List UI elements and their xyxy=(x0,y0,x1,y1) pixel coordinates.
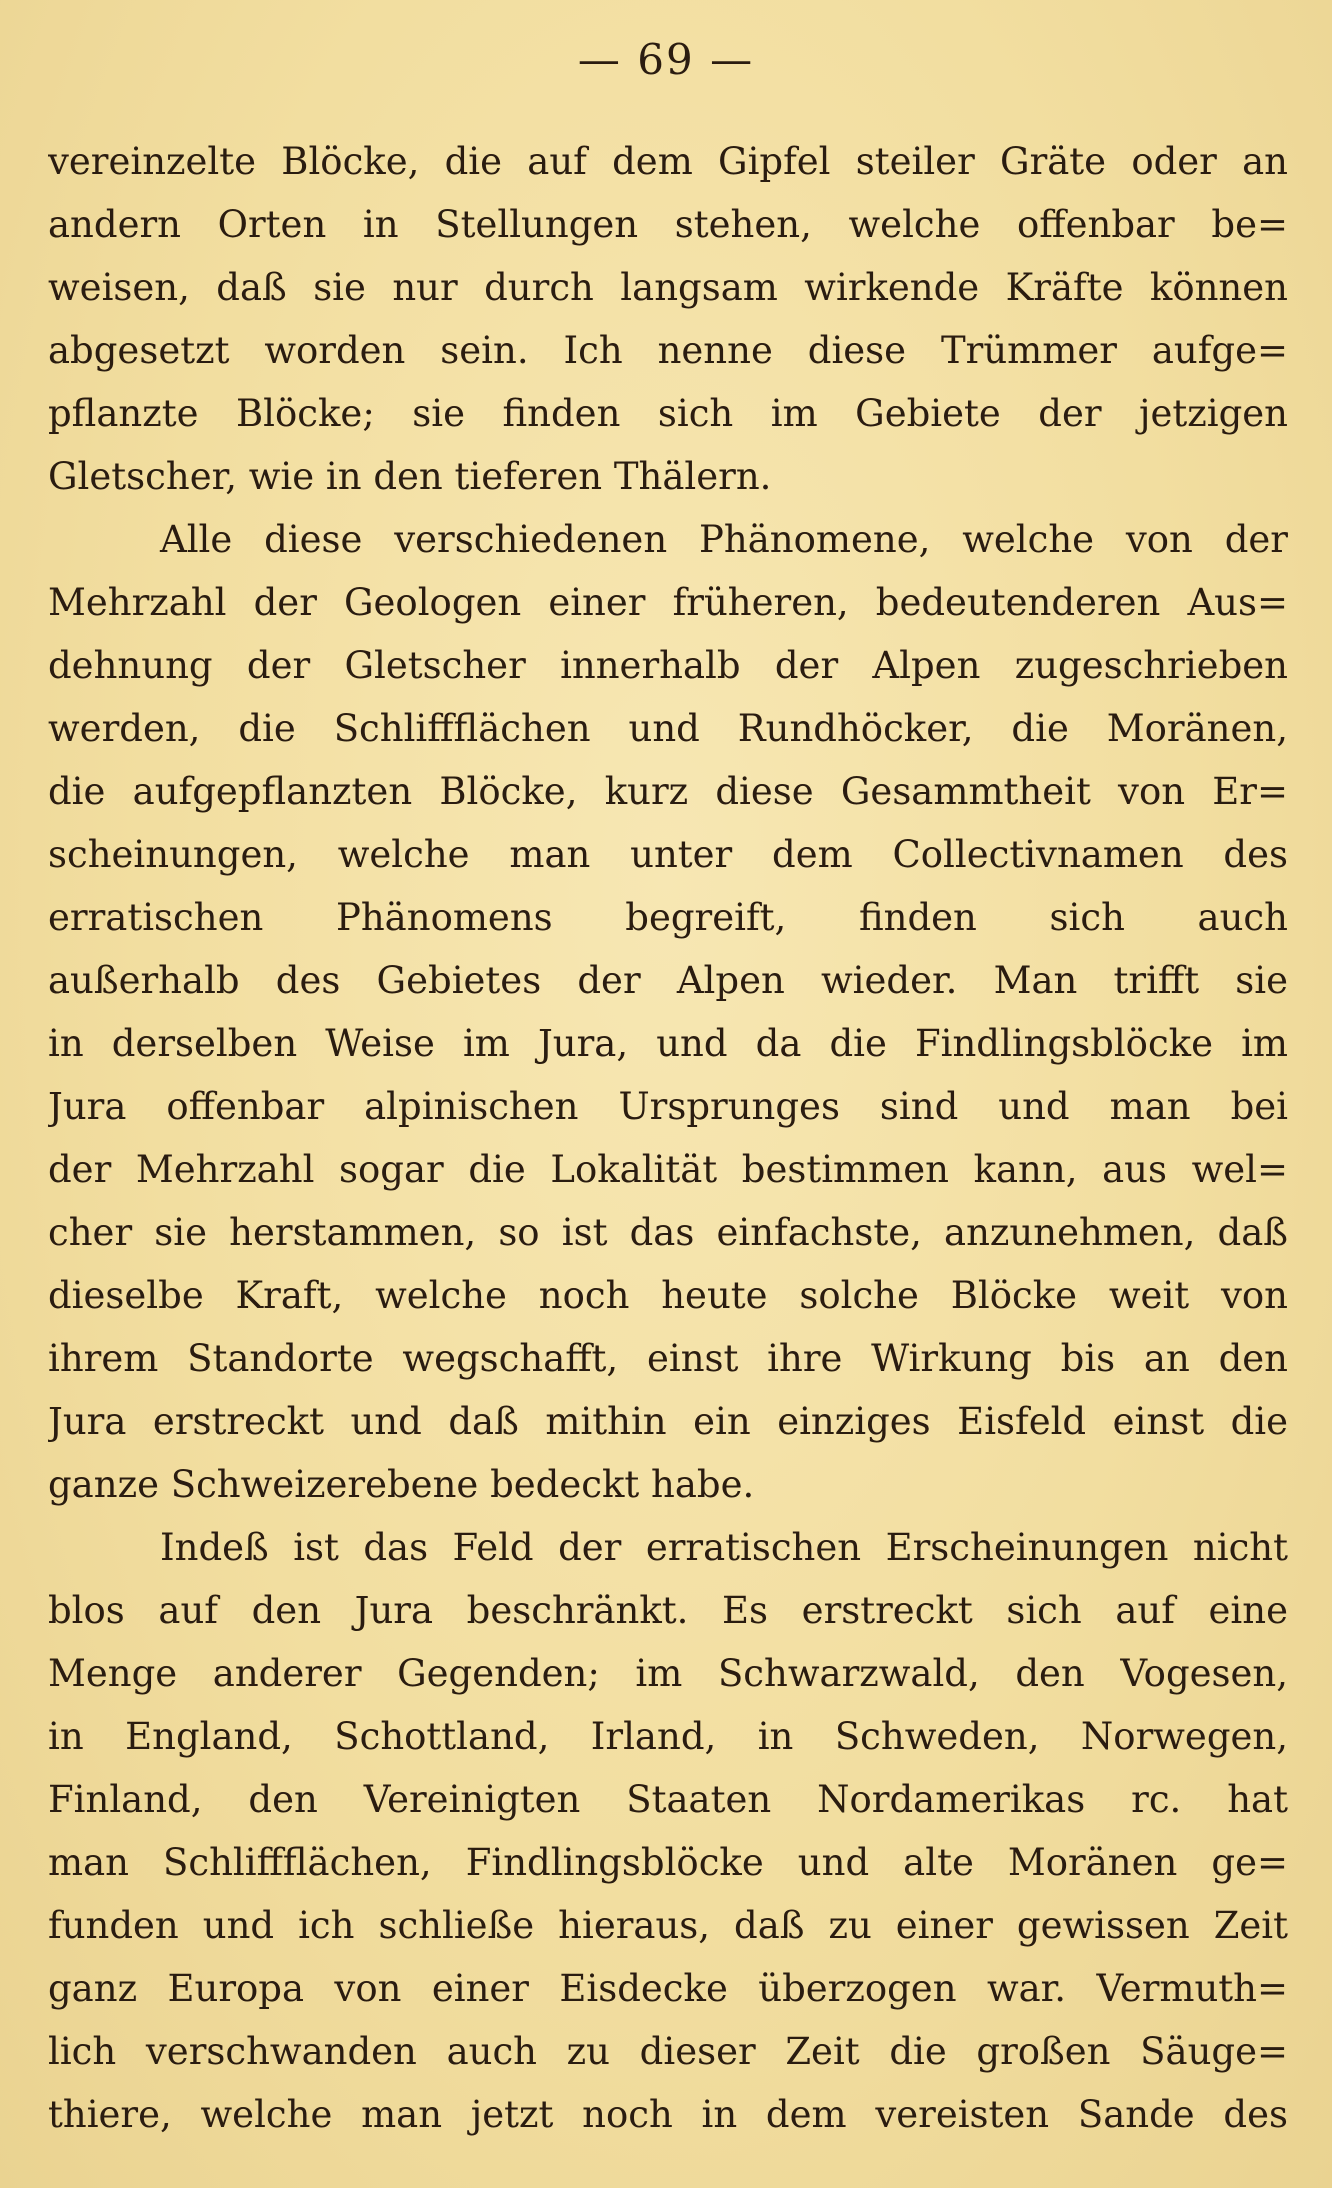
text-line: funden und ich schließe hieraus, daß zu einer gewissen Zeit xyxy=(48,1904,1288,1947)
text-line: pflanzte Blöcke; sie finden sich im Gebiete der jetzigen xyxy=(48,392,1288,435)
text-line: blos auf den Jura beschränkt. Es erstreckt sich auf eine xyxy=(48,1589,1288,1632)
text-line: Alle diese verschiedenen Phänomene, welche von der xyxy=(160,518,1288,561)
text-line: in derselben Weise im Jura, und da die Findlingsblöcke im xyxy=(48,1022,1288,1065)
text-line: thiere, welche man jetzt noch in dem vereisten Sande des xyxy=(48,2093,1288,2136)
text-line: die aufgepflanzten Blöcke, kurz diese Gesammtheit von Er= xyxy=(48,770,1288,813)
text-line: dehnung der Gletscher innerhalb der Alpen zugeschrieben xyxy=(48,644,1288,687)
text-line: Menge anderer Gegenden; im Schwarzwald, den Vogesen, xyxy=(48,1652,1288,1695)
text-line: lich verschwanden auch zu dieser Zeit die großen Säuge= xyxy=(48,2030,1288,2073)
text-line: Jura offenbar alpinischen Ursprunges sind und man bei xyxy=(48,1085,1288,1128)
text-line: Mehrzahl der Geologen einer früheren, bedeutenderen Aus= xyxy=(48,581,1288,624)
text-line: werden, die Schliffflächen und Rundhöcker, die Moränen, xyxy=(48,707,1288,750)
text-line: Gletscher, wie in den tieferen Thälern. xyxy=(48,455,772,498)
body-text xyxy=(48,130,1288,2146)
page-number: — 69 — xyxy=(577,35,755,84)
text-line: weisen, daß sie nur durch langsam wirkende Kräfte können xyxy=(48,266,1288,309)
text-line: ganz Europa von einer Eisdecke überzogen war. Vermuth= xyxy=(48,1967,1288,2010)
text-line: erratischen Phänomens begreift, finden sich auch xyxy=(48,896,1288,939)
text-line: andern Orten in Stellungen stehen, welche offenbar be= xyxy=(48,203,1288,246)
text-line: dieselbe Kraft, welche noch heute solche Blöcke weit von xyxy=(48,1274,1288,1317)
text-line: in England, Schottland, Irland, in Schweden, Norwegen, xyxy=(48,1715,1288,1758)
text-line: man Schliffflächen, Findlingsblöcke und alte Moränen ge= xyxy=(48,1841,1288,1884)
text-line: der Mehrzahl sogar die Lokalität bestimmen kann, aus wel= xyxy=(48,1148,1288,1191)
text-line: Indeß ist das Feld der erratischen Erscheinungen nicht xyxy=(160,1526,1288,1569)
text-line: ihrem Standorte wegschafft, einst ihre Wirkung bis an den xyxy=(48,1337,1288,1380)
text-line: cher sie herstammen, so ist das einfachste, anzunehmen, daß xyxy=(48,1211,1288,1254)
text-line: ganze Schweizerebene bedeckt habe. xyxy=(48,1463,755,1506)
text-line: Finland, den Vereinigten Staaten Nordamerikas rc. hat xyxy=(48,1778,1288,1821)
text-line: abgesetzt worden sein. Ich nenne diese Trümmer aufge= xyxy=(48,329,1288,372)
text-line: scheinungen, welche man unter dem Collectivnamen des xyxy=(48,833,1288,876)
text-line: Jura erstreckt und daß mithin ein einziges Eisfeld einst die xyxy=(48,1400,1288,1443)
text-line: vereinzelte Blöcke, die auf dem Gipfel steiler Gräte oder an xyxy=(48,140,1288,183)
text-line: außerhalb des Gebietes der Alpen wieder. Man trifft sie xyxy=(48,959,1288,1002)
